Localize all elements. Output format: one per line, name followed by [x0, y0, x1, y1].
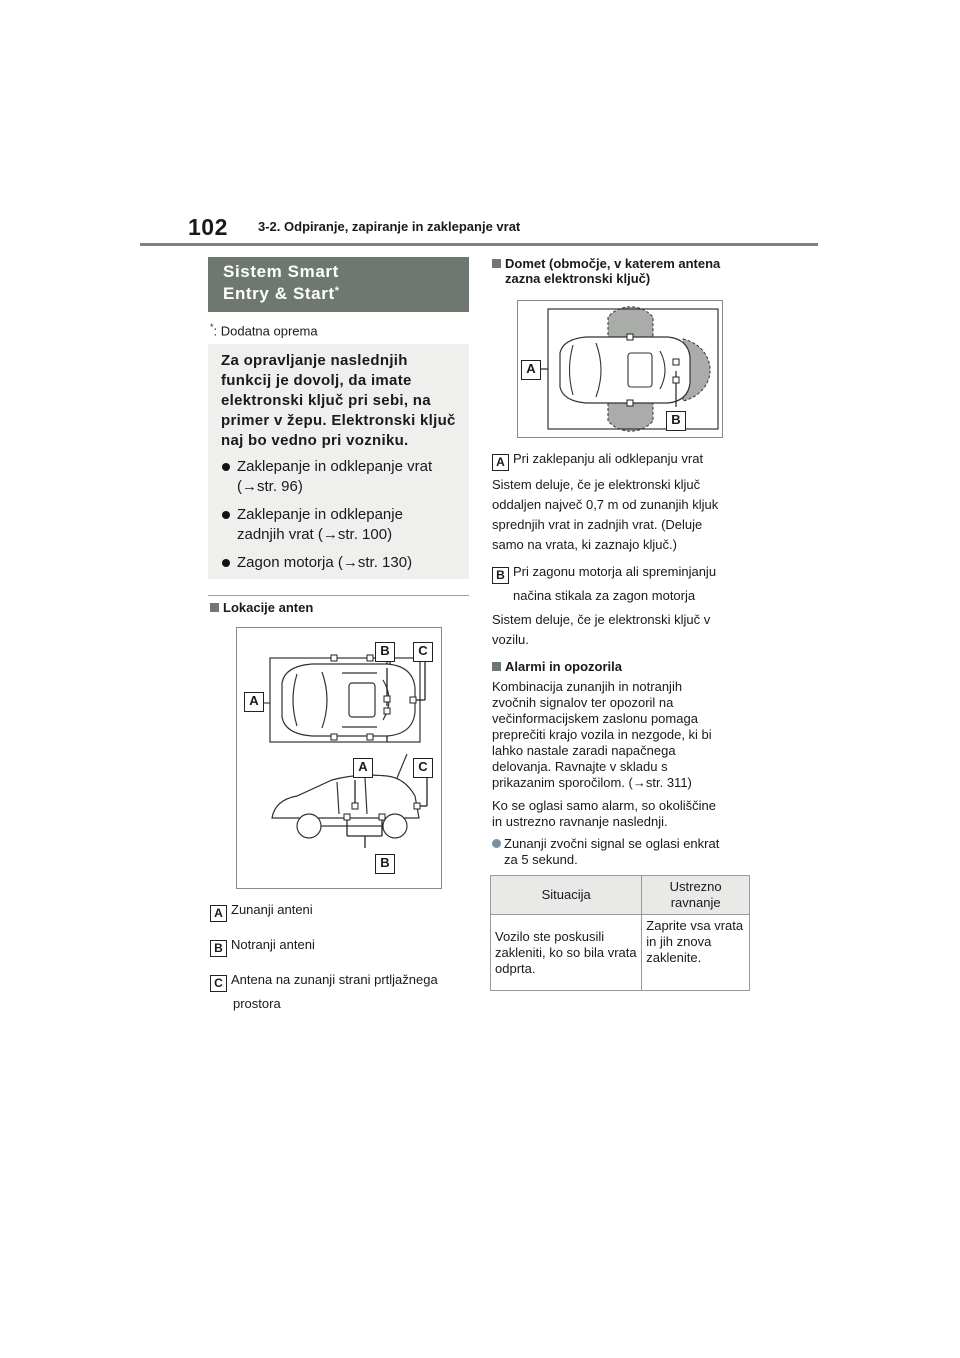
legend-a: [210, 901, 313, 922]
label-a: A: [521, 360, 541, 380]
label-a: A: [353, 758, 373, 778]
text-line: Ko se oglasi samo alarm, so okoliščine: [492, 798, 716, 813]
table-header-situation: Situacija: [491, 876, 642, 915]
legend-c: [210, 971, 438, 992]
legend-tag: B: [210, 940, 227, 957]
chapter-title: 3-2. Odpiranje, zapiranje in zaklepanje vrat: [258, 219, 521, 234]
antenna-diagram: [237, 628, 441, 888]
list-item: [221, 505, 459, 545]
range-a-body: [492, 475, 718, 555]
square-bullet-icon: [210, 603, 219, 612]
section-title-line2: Entry & Start: [223, 284, 335, 303]
range-heading: [492, 256, 720, 286]
label-b: B: [375, 642, 395, 662]
range-heading-text: zazna elektronski ključ): [505, 271, 651, 286]
label-c: C: [413, 758, 433, 778]
divider: [208, 595, 469, 596]
text-line: večinformacijskem zaslonu pomaga: [492, 711, 698, 726]
label-b: B: [375, 854, 395, 874]
alarms-bullet: [492, 836, 719, 868]
legend-text: Zunanji anteni: [231, 902, 313, 917]
alarms-heading-text: Alarmi in opozorila: [505, 659, 623, 674]
header-rule: [140, 243, 818, 246]
range-a-title: [492, 450, 703, 471]
text-line: Sistem deluje, če je elektronski ključ v: [492, 612, 711, 627]
text-line: lahko nastale zaradi napačnega: [492, 743, 676, 758]
text-line: delovanja. Ravnajte v skladu s: [492, 759, 668, 774]
feature-list: [221, 457, 459, 573]
list-item-line: zadnjih vrat (→str. 100): [237, 526, 393, 543]
footnote-text: : Dodatna oprema: [213, 323, 318, 339]
text-line: Kombinacija zunanjih in notranjih: [492, 679, 683, 694]
range-b-title: [492, 563, 716, 584]
table-cell: Zaprite vsa vrata in jih znova zaklenite.: [642, 915, 750, 991]
list-item: [221, 457, 459, 497]
range-b-title-cont: načina stikala za zagon motorja: [513, 588, 696, 603]
range-figure: [517, 300, 723, 438]
range-b-title-text: Pri zagonu motorja ali spreminjanju: [513, 564, 717, 579]
legend-tag: A: [492, 454, 509, 471]
list-item-line: (→str. 96): [237, 478, 303, 495]
antennas-heading: [210, 600, 313, 615]
footnote-mark: *: [210, 322, 214, 332]
text-line: zvočnih signalov ter opozoril na: [492, 695, 674, 710]
square-bullet-icon: [492, 259, 501, 268]
label-b: B: [666, 411, 686, 431]
info-box-intro: Za opravljanje naslednjih funkcij je dovolj, da imate elektronski ključ pri sebi, na primer v žepu. Elektronski ključ naj bo vedno pri vozniku.: [221, 352, 456, 449]
list-item: [221, 553, 459, 573]
range-heading-text: Domet (območje, v katerem antena: [505, 256, 721, 271]
table-cell: Vozilo ste poskusili zakleniti, ko so bila vrata odprta.: [491, 915, 642, 991]
footnote: [210, 322, 318, 338]
text-line: preprečiti krajo vozila in nezgode, ki bi: [492, 727, 712, 742]
info-box: [208, 344, 469, 579]
legend-text: Antena na zunanji strani prtljažnega: [231, 972, 438, 987]
range-b-body: [492, 610, 710, 650]
table-row: [491, 915, 750, 991]
table-header-action: Ustrezno ravnanje: [642, 876, 750, 915]
text-line: prikazanim sporočilom. (→str. 311): [492, 775, 692, 790]
legend-text: Notranji anteni: [231, 937, 315, 952]
alarms-body: [492, 679, 712, 791]
text-line: za 5 sekund.: [504, 852, 578, 867]
section-title-line1: Sistem Smart: [223, 262, 339, 281]
bullet-icon: [492, 839, 501, 848]
range-diagram: [518, 301, 722, 437]
antennas-heading-text: Lokacije anten: [223, 600, 314, 615]
bullet-icon: [222, 463, 230, 471]
text-line: oddaljen največ 0,7 m od zunanjih kljuk: [492, 497, 719, 512]
text-line: Sistem deluje, če je elektronski ključ: [492, 477, 701, 492]
bullet-icon: [222, 511, 230, 519]
situation-table: [490, 875, 750, 991]
alarms-heading: [492, 659, 622, 674]
legend-tag: B: [492, 567, 509, 584]
section-title-mark: *: [334, 285, 340, 297]
list-item-line: Zaklepanje in odklepanje: [237, 506, 403, 523]
text-line: in ustrezno ravnanje naslednji.: [492, 814, 668, 829]
list-item-line: Zagon motorja (→str. 130): [237, 554, 413, 571]
text-line: sprednjih vrat in zadnjih vrat. (Deluje: [492, 517, 703, 532]
alarms-body2: [492, 798, 716, 830]
page-number: 102: [188, 214, 228, 240]
text-line: Zunanji zvočni signal se oglasi enkrat: [504, 836, 720, 851]
section-title: [208, 257, 469, 312]
bullet-icon: [222, 559, 230, 567]
range-a-title-text: Pri zaklepanju ali odklepanju vrat: [513, 451, 704, 466]
legend-c-cont: prostora: [233, 996, 281, 1011]
label-a: A: [244, 692, 264, 712]
label-c: C: [413, 642, 433, 662]
list-item-line: Zaklepanje in odklepanje vrat: [237, 458, 433, 475]
legend-tag: A: [210, 905, 227, 922]
legend-tag: C: [210, 975, 227, 992]
text-line: vozilu.: [492, 632, 529, 647]
legend-b: [210, 936, 315, 957]
antenna-figure: [236, 627, 442, 889]
square-bullet-icon: [492, 662, 501, 671]
text-line: samo na vrata, ki zaznajo ključ.): [492, 537, 677, 552]
